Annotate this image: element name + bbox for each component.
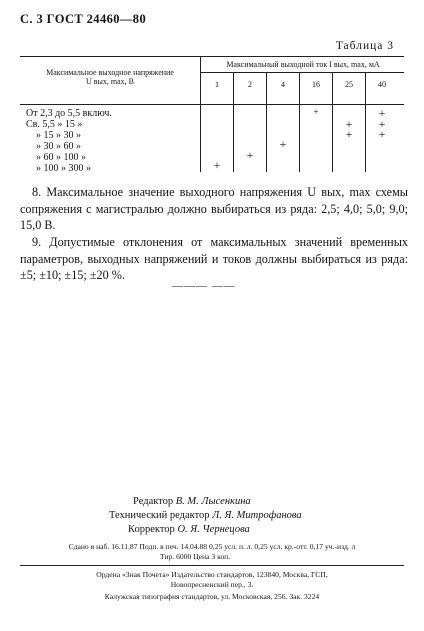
col-divider [299, 72, 300, 172]
credit-role: Редактор [133, 496, 174, 507]
credit-editor [133, 495, 251, 509]
table-row-label: » 100 » 300 » [36, 163, 91, 174]
col-divider [200, 104, 201, 172]
credit-name: О. Я. Чернецова [177, 524, 250, 535]
col-divider [332, 72, 333, 172]
table-cell-mark: + [345, 127, 353, 141]
row-header-line: Максимальное выходное напряжение [46, 68, 174, 77]
column-header: 1 [215, 80, 219, 89]
table-row-label: » 15 » 30 » [36, 130, 81, 141]
table-caption: Таблица 3 [335, 40, 394, 52]
imprint-line: Тир. 6000 Цена 3 коп. [160, 552, 231, 561]
row-header [24, 68, 196, 86]
column-header: 2 [248, 80, 252, 89]
header-bottom-rule [20, 104, 404, 105]
section-separator: ——— —— [172, 280, 236, 292]
table-cell-mark: + [313, 107, 319, 117]
page-header: С. 3 ГОСТ 24460—80 [20, 12, 147, 26]
table-cell-mark: + [246, 148, 254, 162]
credit-role: Технический редактор [109, 510, 210, 521]
subheader-rule [200, 72, 404, 73]
paragraph-9: 9. Допустимые отклонения от максимальных значений временных параметров, выходных напряжений и токов должны выбираться из ряда: ±5; ±10; ±15; ±20 %. [20, 235, 408, 282]
imprint-line: Калужская типография стандартов, ул. Московская, 256. Зак. 3224 [104, 592, 320, 601]
col-divider [233, 72, 234, 172]
credit-tech-editor [109, 509, 302, 523]
paragraph-8: 8. Максимальное значение выходного напряжения U вых, max схемы сопряжения с магистралью должно выбираться из ряда: 2,5; 4,0; 5,0; 9,0; 15,0 В. [20, 185, 408, 232]
credit-corrector [128, 523, 250, 537]
table-row-label: » 30 » 60 » [36, 141, 81, 152]
table-row-label: От 2,3 до 5,5 включ. [26, 108, 112, 119]
credit-name: Л. Я. Митрофанова [212, 510, 302, 521]
column-header: 40 [378, 80, 386, 89]
imprint-line: Сдано в наб. 16.11.87 Подп. в печ. 14.04.88 0,25 усл. п. л. 0,25 усл. кр.-отт. 0,17 уч.-изд. л [68, 542, 356, 551]
header-divider [200, 56, 201, 104]
imprint-rule [20, 565, 404, 566]
table-row-label: Св. 5,5 » 15 » [26, 119, 83, 130]
column-header: 16 [312, 80, 320, 89]
imprint-line: Ордена «Знак Почета» Издательство стандартов, 123840, Москва, ГСП, [96, 570, 328, 579]
table-cell-mark: + [378, 117, 386, 131]
table-cell-mark: + [378, 106, 386, 120]
column-header: 4 [281, 80, 285, 89]
table-row-label: » 60 » 100 » [36, 152, 86, 163]
imprint-line: Новопресненский пер., 3. [170, 580, 254, 589]
table-cell-mark: + [213, 158, 221, 172]
table-cell-mark: + [345, 117, 353, 131]
column-header: 25 [345, 80, 353, 89]
table-top-rule [20, 56, 404, 57]
credit-name: В. М. Лысенкина [175, 496, 251, 507]
table-cell-mark: + [378, 127, 386, 141]
col-divider [365, 72, 366, 172]
row-header-line: U вых, max, В [85, 77, 135, 86]
table-cell-mark: + [279, 137, 287, 151]
credit-role: Корректор [128, 524, 175, 535]
column-group-header: Максимальный выходной ток I вых, max, мА [226, 60, 380, 69]
col-divider [266, 72, 267, 172]
